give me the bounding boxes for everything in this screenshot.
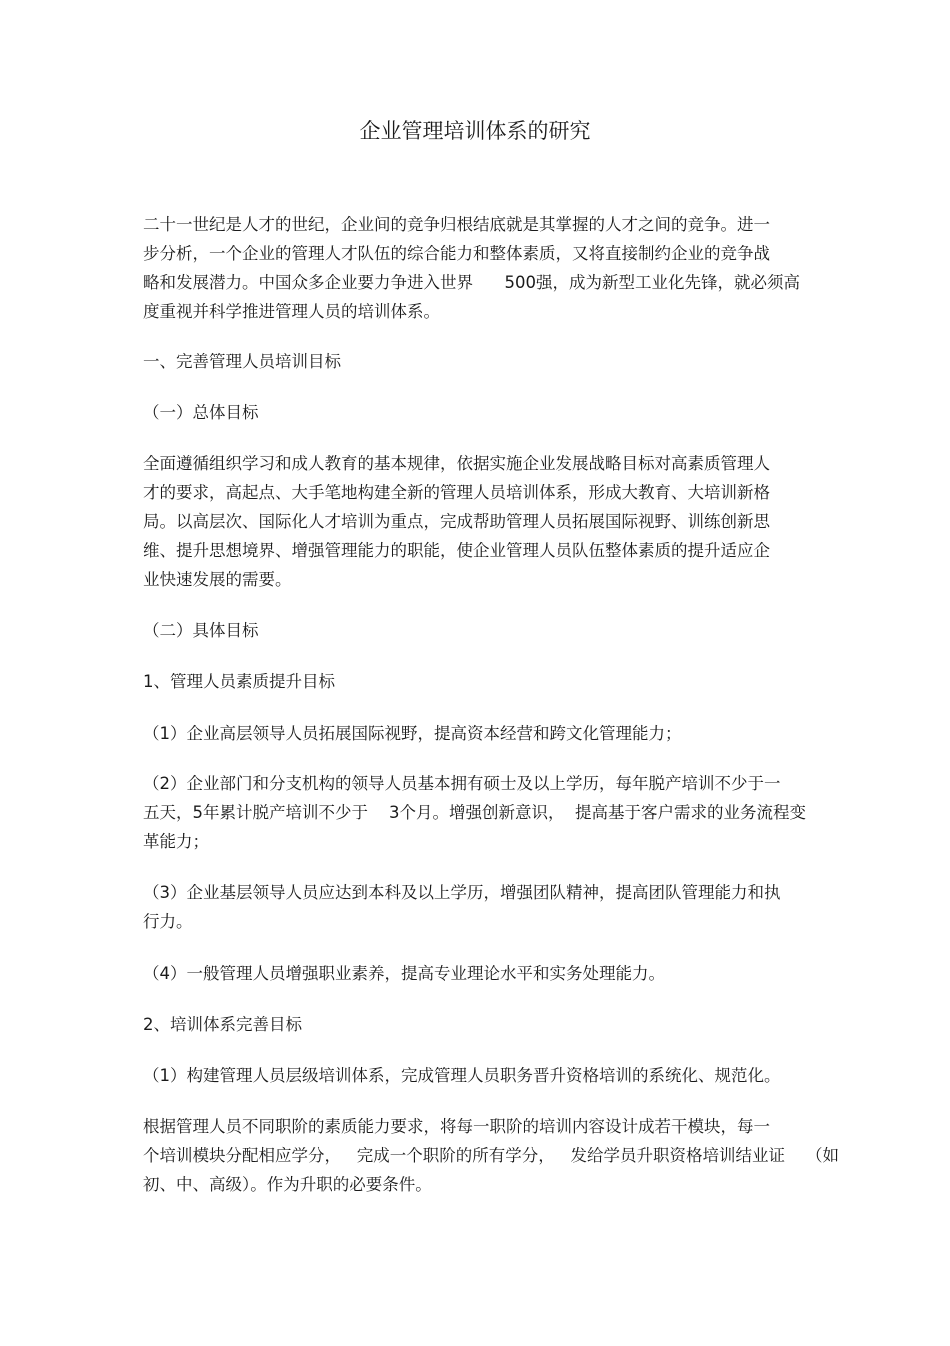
goal-item-2-line-1: （2）企业部门和分支机构的领导人员基本拥有硕士及以上学历，每年脱产培训不少于一 <box>143 774 781 793</box>
goal-item-1: （1）企业高层领导人员拓展国际视野，提高资本经营和跨文化管理能力； <box>143 724 682 743</box>
overall-goal-line-3: 局。以高层次、国际化人才培训为重点，完成帮助管理人员拓展国际视野、训练创新思 <box>143 512 770 531</box>
intro-line-3: 略和发展潜力。中国众多企业要力争进入世界 500强，成为新型工业化先锋，就必须高 <box>143 273 800 292</box>
document-title: 企业管理培训体系的研究 <box>359 119 591 143</box>
subsection-heading-specific: （二）具体目标 <box>143 621 259 640</box>
system-detail-line-2: 个培训模块分配相应学分， 完成一个职阶的所有学分， 发给学员升职资格培训结业证 （如 <box>143 1146 839 1165</box>
goal-item-4: （4）一般管理人员增强职业素养，提高专业理论水平和实务处理能力。 <box>143 964 665 983</box>
overall-goal-line-1: 全面遵循组织学习和成人教育的基本规律，依据实施企业发展战略目标对高素质管理人 <box>143 454 770 473</box>
goal-item-2-line-2: 五天，5年累计脱产培训不少于 3个月。增强创新意识， 提高基于客户需求的业务流程变 <box>143 803 806 822</box>
subsection-heading-overall: （一）总体目标 <box>143 403 259 422</box>
overall-goal-line-5: 业快速发展的需要。 <box>143 570 292 589</box>
item-heading-2: 2、培训体系完善目标 <box>143 1015 302 1034</box>
goal-item-3-line-2: 行力。 <box>143 912 193 931</box>
intro-line-1: 二十一世纪是人才的世纪，企业间的竞争归根结底就是其掌握的人才之间的竞争。进一 <box>143 215 770 234</box>
intro-line-4: 度重视并科学推进管理人员的培训体系。 <box>143 302 440 321</box>
goal-item-2-line-3: 革能力； <box>143 832 209 851</box>
system-item-1: （1）构建管理人员层级培训体系，完成管理人员职务晋升资格培训的系统化、规范化。 <box>143 1066 781 1085</box>
intro-line-2: 步分析，一个企业的管理人才队伍的综合能力和整体素质，又将直接制约企业的竞争战 <box>143 244 770 263</box>
item-heading-1: 1、管理人员素质提升目标 <box>143 672 335 691</box>
system-detail-line-1: 根据管理人员不同职阶的素质能力要求，将每一职阶的培训内容设计成若干模块，每一 <box>143 1117 770 1136</box>
system-detail-line-3: 初、中、高级）。作为升职的必要条件。 <box>143 1175 432 1194</box>
goal-item-3-line-1: （3）企业基层领导人员应达到本科及以上学历，增强团队精神，提高团队管理能力和执 <box>143 883 781 902</box>
overall-goal-line-4: 维、提升思想境界、增强管理能力的职能，使企业管理人员队伍整体素质的提升适应企 <box>143 541 770 560</box>
overall-goal-line-2: 才的要求，高起点、大手笔地构建全新的管理人员培训体系，形成大教育、大培训新格 <box>143 483 770 502</box>
section-heading-1: 一、完善管理人员培训目标 <box>143 352 341 371</box>
